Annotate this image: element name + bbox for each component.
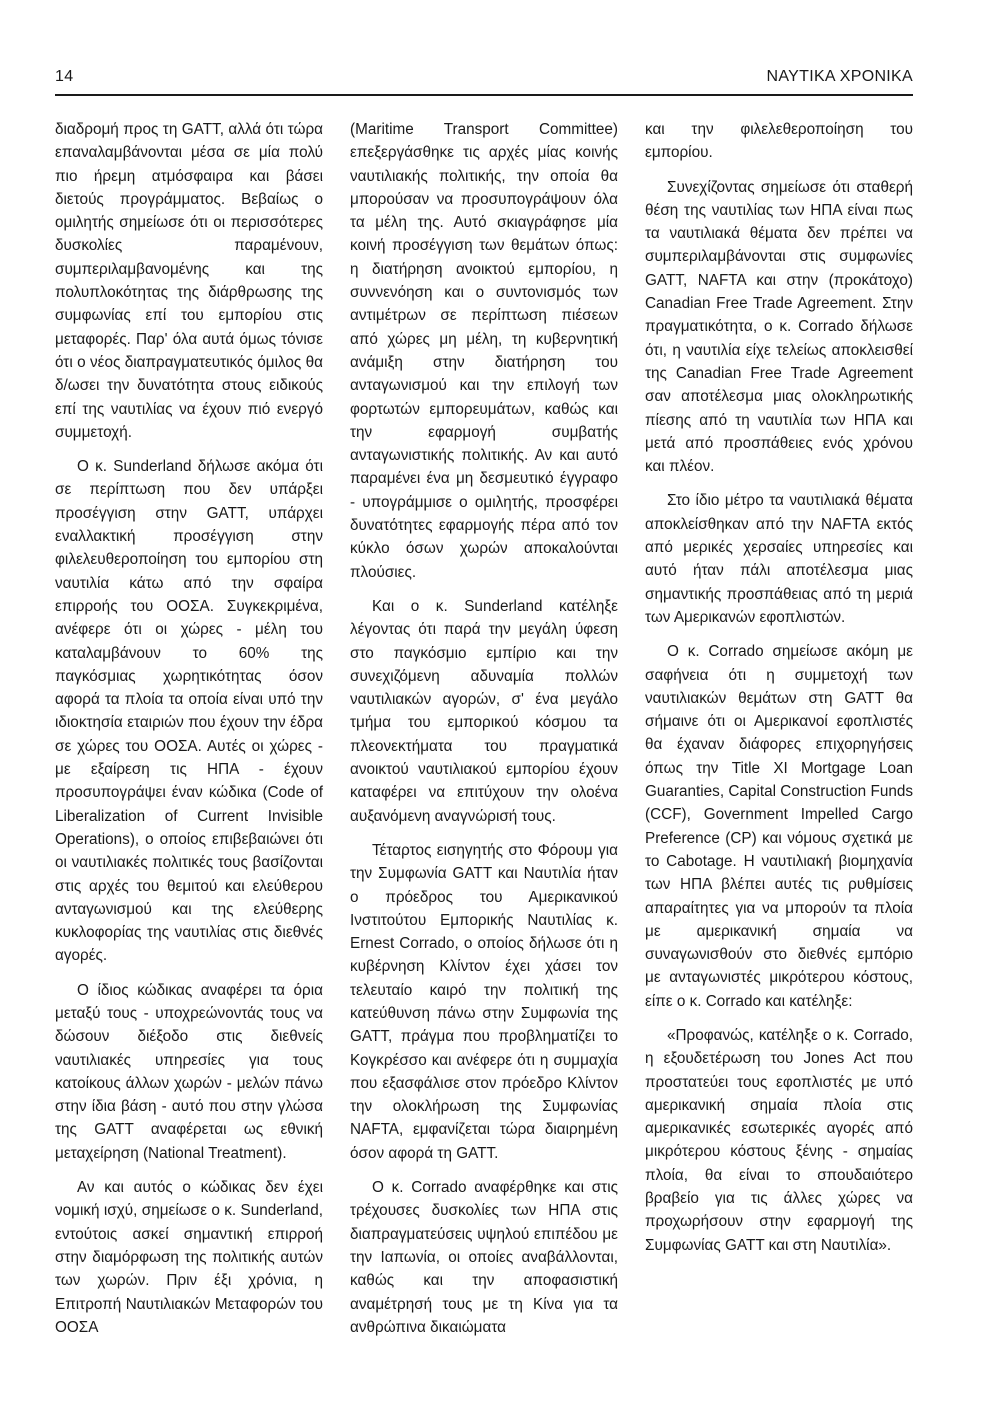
- page-number: 14: [55, 68, 74, 85]
- header-rule: [55, 94, 913, 96]
- paragraph: Στο ίδιο μέτρο τα ναυτιλιακά θέματα αποκλείσθηκαν από την NAFTA εκτός από μερικές χερσαίες υπηρεσίες και αυτό ήταν πάλι αποτέλεσμα μιας σημαντικής προσπάθειας από τη μεριά των Αμερικανών εφοπλιστών.: [645, 492, 913, 626]
- publication-title: ΝΑΥΤΙΚΑ ΧΡΟΝΙΚΑ: [766, 68, 913, 85]
- paragraph: διαδρομή προς τη GATT, αλλά ότι τώρα επαναλαμβάνονται μέσα σε μία πολύ πιο ήρεμη ατμόσφαιρα και βάσει διετούς προγράμματος. Βεβαίως ο ομιλητής σημείωσε ότι οι περισσότερες δυσκολίες παραμένουν, συμπεριλαμβανομένης και της πολυπλοκότητας της διάρθρωσης της συμφωνίας επί του εμπορίου στις μεταφορές. Παρ' όλα αυτά όμως τόνισε ότι ο νέος διαπραγματευτικός όμιλος θα δ/ωσει την δυνατότητα στους ειδικούς επί της ναυτιλίας να έχουν πιό ενεργό συμμετοχή.: [55, 121, 323, 441]
- paragraph: Τέταρτος εισηγητής στο Φόρουμ για την Συμφωνία GATT και Ναυτιλία ήταν ο πρόεδρος του Αμερικανικού Ινστιτούτου Εμπορικής Ναυτιλίας κ. Ernest Corrado, ο οποίος δήλωσε ότι η κυβέρνηση Κλίντον έχει χάσει τον τελευταίο καιρό την πολιτική της κατεύθυνση πάνω στην Συμφωνία της GATT, πράγμα που προβληματίζει το Κογκρέσσο και ανέφερε ότι η συμμαχία που εξασφάλισε στον πρόεδρο Κλίντον την ολοκλήρωση της Συμφωνίας NAFTA, εμφανίζεται τώρα διαιρημένη όσον αφορά τη GATT.: [350, 841, 618, 1162]
- paragraph: Ο κ. Corrado σημείωσε ακόμη με σαφήνεια ότι η συμμετοχή των ναυτιλιακών θεμάτων στη GATT θα σήμαινε ότι οι Αμερικανοί εφοπλιστές θα έχαναν διάφορες επιχορηγήσεις όπως την Title XI Mortgage Loan Guaranties, Capital Construction Funds (CCF), Government Impelled Cargo Preference (CP) και νόμους σχετικά με το Cabotage. Η ναυτιλιακή βιομηχανία των ΗΠΑ βλέπει αυτές τις ρυθμίσεις απαραίτητες για να μπορούν τα πλοία με αμερικανική σημαία να συναγωνισθούν στο διεθνές εμπόριο με ανταγωνιστές μικρότερου κόστους, είπε ο κ. Corrado και κατέληξε:: [645, 643, 913, 1010]
- paragraph: Ο ίδιος κώδικας αναφέρει τα όρια μεταξύ τους - υποχρεώνοντάς τους να δώσουν διέξοδο στις διεθνείς ναυτιλιακές υπηρεσίες για τους κατοίκους άλλων χωρών - μελών πάνω στην ίδια βάση - αυτό που στην γλώσα της GATT αναφέρεται ως εθνική μεταχείρηση (National Treatment).: [55, 981, 323, 1162]
- page-header: [55, 68, 913, 86]
- paragraph: Ο κ. Corrado αναφέρθηκε και στις τρέχουσες δυσκολίες των ΗΠΑ στις διαπραγματεύσεις υψηλού επιπέδου με την Ιαπωνία, οι οποίες αναβάλλονται, καθώς και την αποφασιστική αναμέτρησή τους με τη Κίνα για τα ανθρώπινα δικαιώματα: [350, 1179, 618, 1336]
- paragraph: Ο κ. Sunderland δήλωσε ακόμα ότι σε περίπτωση που δεν υπάρξει προσέγγιση στην GATT, υπάρχει εναλλακτική προσέγγιση στην φιλελευθεροποίηση του εμπορίου στη ναυτιλία κάτω από την σφαίρα επιρροής του ΟΟΣΑ. Συγκεκριμένα, ανέφερε ότι οι χώρες - μέλη του καταλαμβάνουν το 60% της παγκόσμιας χωρητικότητας όσον αφορά τα πλοία τα οποία είναι υπό την ιδιοκτησία εταιριών που έχουν την έδρα σε χώρες του ΟΟΣΑ. Αυτές οι χώρες - με εξαίρεση τις ΗΠΑ - έχουν προσυπογράψει έναν κώδικα (Code of Liberalization of Current Invisible Operations), ο οποίος επιβεβαιώνει ότι οι ναυτιλιακές πολιτικές τους βασίζονται στις αρχές του θεμιτού και ελεύθερου ανταγωνισμού και της ελεύθερης κυκλοφορίας της ναυτιλίας στις διεθνές αγορές.: [55, 458, 323, 965]
- paragraph: και την φιλελεθεροποίηση του εμπορίου.: [645, 121, 913, 162]
- column-1: [55, 118, 323, 1350]
- paragraph: Συνεχίζοντας σημείωσε ότι σταθερή θέση της ναυτιλίας των ΗΠΑ είναι πως τα ναυτιλιακά θέματα δεν πρέπει να συμπεριλαμβάνονται στις συμφωνίες GATT, NAFTA και στην (προκάτοχο) Canadian Free Trade Agreement. Στην πραγματικότητα, ο κ. Corrado δήλωσε ότι, η ναυτιλία είχε τελείως αποκλεισθεί της Canadian Free Trade Agreement σαν αποτέλεσμα μιας ολοκληρωτικής πίεσης από τη ναυτιλία των ΗΠΑ και μετά από προσπάθειες ενός χρόνου και πλέον.: [645, 178, 913, 476]
- column-2: [350, 118, 618, 1350]
- column-3: [645, 118, 913, 1350]
- paragraph: «Προφανώς, κατέληξε ο κ. Corrado, η εξουδετέρωση του Jones Act που προστατεύει τους εφοπλιστές με υπό αμερικανική σημαία πλοία στις αμερικανικές εσωτερικές αγορές από μικρότερου κόστους ξένης - σημαίας πλοία, θα είναι το σπουδαιότερο βραβείο για τις άλλες χώρες να προχωρήσουν στην εφαρμογή της Συμφωνίας GATT και στη Ναυτιλία».: [645, 1026, 913, 1254]
- paragraph: Και ο κ. Sunderland κατέληξε λέγοντας ότι παρά την μεγάλη ύφεση στο παγκόσμιο εμπίριο και την συνεχιζόμενη αδυναμία πολλών ναυτιλιακών αγορών, σ' ένα μεγάλο τμήμα του εμπορικού κόσμου τα πλεονεκτήματα του πραγματικά ανοικτού ναυτιλιακού εμπορίου έχουν καταφέρει να επιτύχουν την ολοένα αυξανόμενη αναγνώρισή τους.: [350, 597, 618, 825]
- paragraph: Αν και αυτός ο κώδικας δεν έχει νομική ισχύ, σημείωσε ο κ. Sunderland, εντούτοις ασκεί σημαντική επιρροή στην διαμόρφωση της πολιτικής αυτών των χωρών. Πριν έξι χρόνια, η Επιτροπή Ναυτιλιακών Μεταφορών του ΟΟΣΑ: [55, 1179, 323, 1336]
- article-body: [55, 118, 913, 1350]
- paragraph: (Maritime Transport Committee) επεξεργάσθηκε τις αρχές μίας κοινής ναυτιλιακής πολιτικής, την οποία θα μπορούσαν να προσυπογράψουν όλα τα μέλη της. Αυτό σκιαγράφησε μία κοινή προσέγγιση των θεμάτων όπως: η διατήρηση ανοικτού εμπορίου, η συννενόηση και ο συντονισμός των αντιμέτρων σε περίπτωση πιέσεων από χώρες μη μέλη, τη κυβερνητική ανάμιξη στην διατήρηση του ανταγωνισμού και την επιλογή των φορτωτών εμπορευμάτων, καθώς και την εφαρμογή συμβατής ανταγωνιστικής πολιτικής. Αν και αυτό παραμένει ένα μη δεσμευτικό έγγραφο - υπογράμμισε ο ομιλητής, προσφέρει δυνατότητες εφαρμογής πέρα από τον κύκλο όσων χωρών αποκαλούνται πλούσιες.: [350, 121, 618, 581]
